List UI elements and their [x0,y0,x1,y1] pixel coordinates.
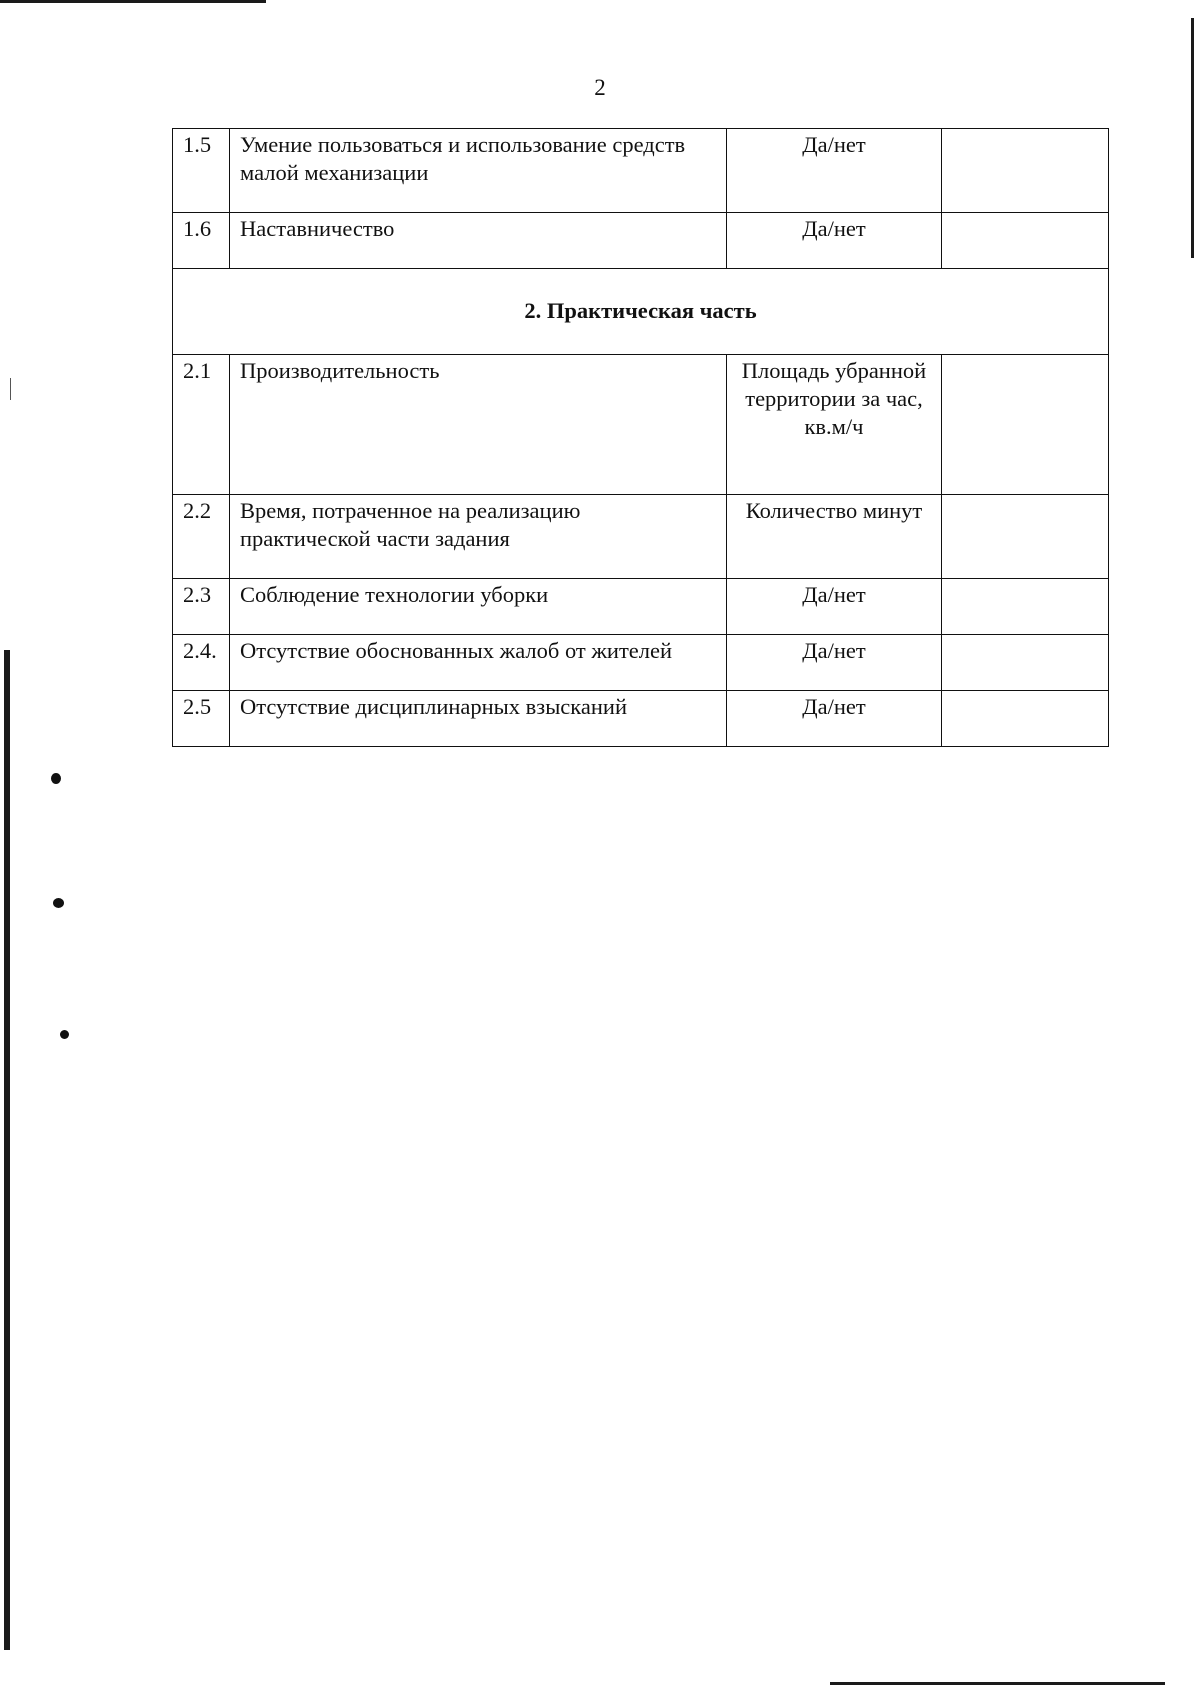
criterion-name: Время, потраченное на реализацию практической части задания [230,495,727,579]
criterion-name: Отсутствие дисциплинарных взысканий [230,691,727,747]
section-header-row [173,269,1109,355]
criterion-measure: Площадь убранной территории за час, кв.м/ч [727,355,942,495]
row-number: 2.2 [173,495,230,579]
scan-artifact-left-tick [10,378,11,400]
criterion-measure: Да/нет [727,213,942,269]
scan-artifact-punch-hole [60,1030,69,1039]
criterion-name: Отсутствие обоснованных жалоб от жителей [230,635,727,691]
row-number: 2.4. [173,635,230,691]
scan-artifact-bottom-line [830,1682,1165,1685]
row-number: 2.1 [173,355,230,495]
criterion-name: Умение пользоваться и использование средств малой механизации [230,129,727,213]
table-row [173,355,1109,495]
table-row [173,213,1109,269]
evaluation-table [172,128,1109,747]
criterion-value [942,213,1109,269]
criterion-name: Наставничество [230,213,727,269]
criterion-value [942,355,1109,495]
scan-artifact-right-line [1191,18,1194,258]
row-number: 1.5 [173,129,230,213]
table-row [173,129,1109,213]
row-number: 1.6 [173,213,230,269]
row-number: 2.5 [173,691,230,747]
scan-artifact-punch-hole [53,898,64,908]
criterion-name: Соблюдение технологии уборки [230,579,727,635]
criterion-measure: Да/нет [727,129,942,213]
scan-artifact-left-edge [4,650,10,1650]
criterion-name: Производительность [230,355,727,495]
section-title: 2. Практическая часть [173,269,1109,355]
criterion-measure: Да/нет [727,579,942,635]
scan-artifact-punch-hole [51,773,61,784]
criterion-measure: Да/нет [727,691,942,747]
scan-artifact-top-line [0,0,266,3]
table-row [173,635,1109,691]
criterion-measure: Количество минут [727,495,942,579]
row-number: 2.3 [173,579,230,635]
criterion-value [942,129,1109,213]
criterion-value [942,691,1109,747]
table-row [173,579,1109,635]
criterion-measure: Да/нет [727,635,942,691]
criterion-value [942,635,1109,691]
table-row [173,495,1109,579]
criterion-value [942,495,1109,579]
page-number: 2 [594,75,606,100]
criterion-value [942,579,1109,635]
table-row [173,691,1109,747]
